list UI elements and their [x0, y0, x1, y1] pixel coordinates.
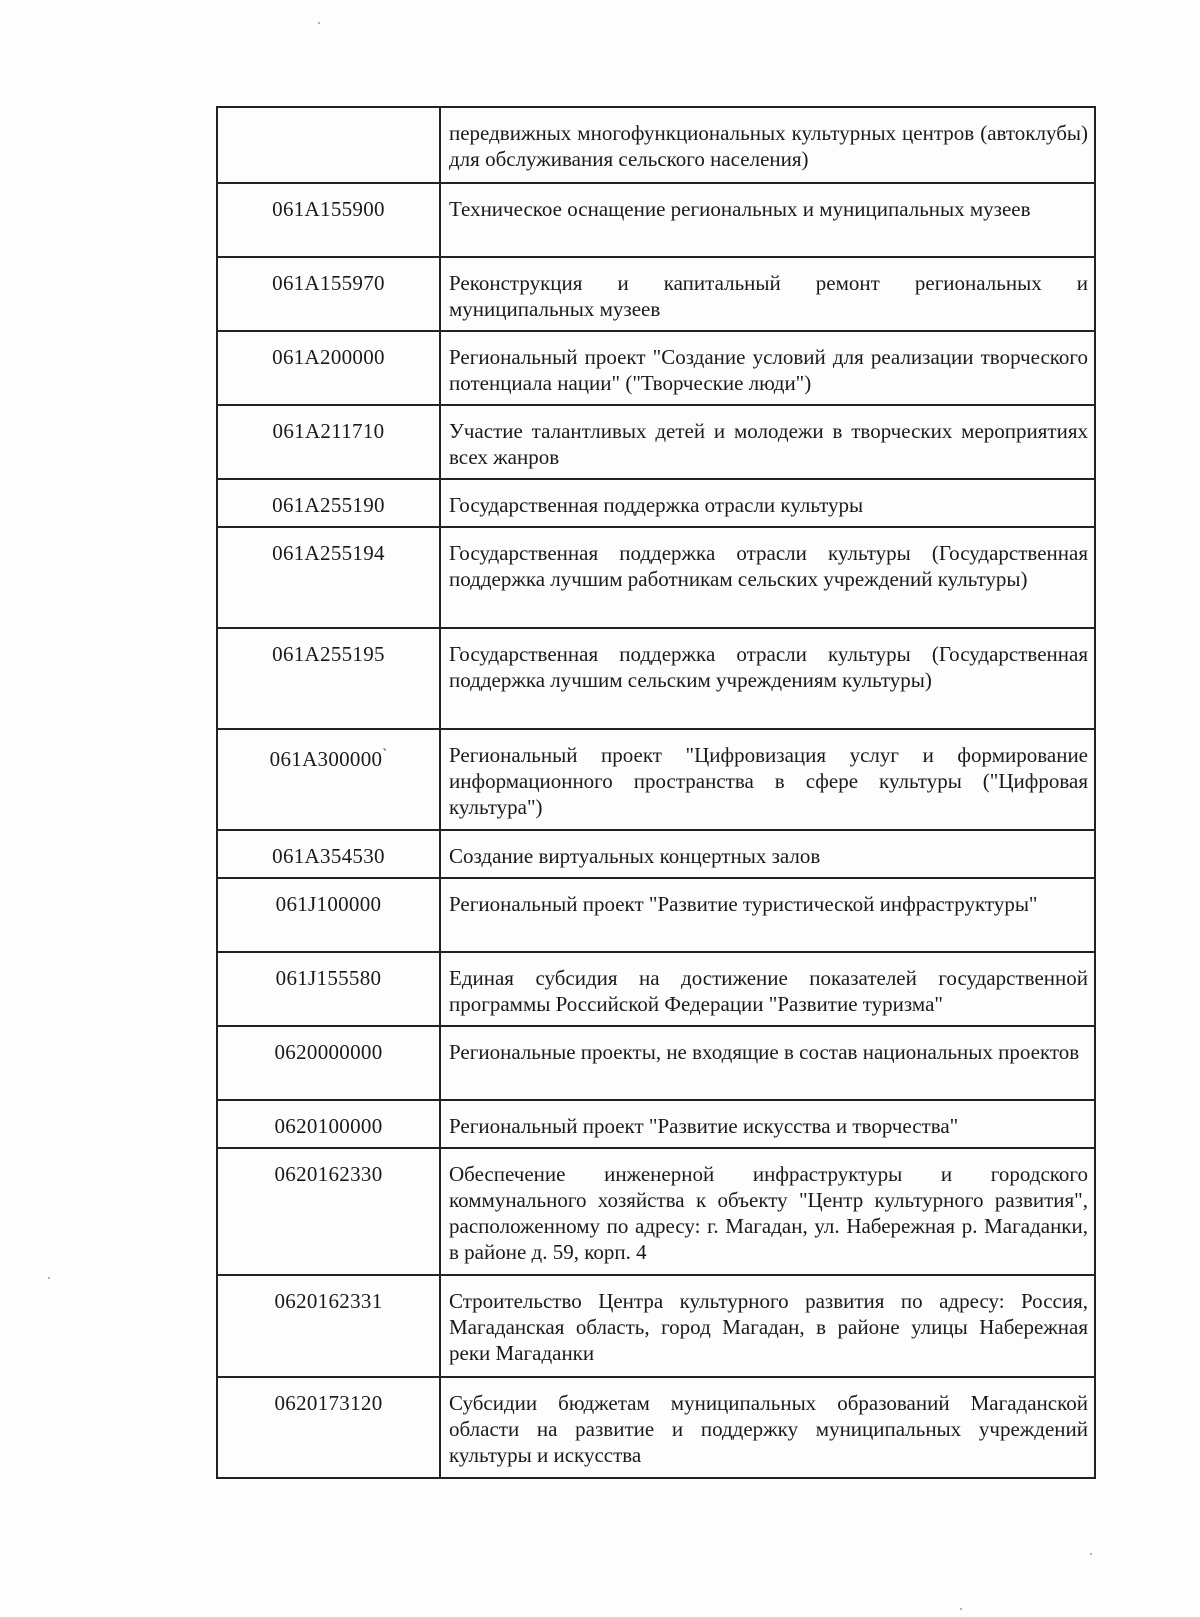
- row-code-cell: 061J100000: [217, 878, 440, 952]
- table-row: [217, 479, 1095, 527]
- row-code-cell: 061J155580: [217, 952, 440, 1026]
- row-code-text: 061A300000: [269, 747, 383, 771]
- scan-speck: [48, 1277, 50, 1279]
- table-row: [217, 1377, 1095, 1478]
- row-description-cell: Региональный проект "Развитие искусства и творчества": [440, 1100, 1095, 1148]
- row-code-cell: 061A255195: [217, 628, 440, 729]
- row-description-cell: Создание виртуальных концертных залов: [440, 830, 1095, 878]
- table-row: [217, 1026, 1095, 1100]
- row-description-cell: Реконструкция и капитальный ремонт региональных и муниципальных музеев: [440, 257, 1095, 331]
- row-description-cell: Региональный проект "Цифровизация услуг и формирование информационного пространства в сфере культуры ("Цифровая культура"): [440, 729, 1095, 830]
- table-row: [217, 952, 1095, 1026]
- row-code-cell: 0620100000: [217, 1100, 440, 1148]
- scan-speck: [318, 22, 320, 24]
- row-code-cell: 0620173120: [217, 1377, 440, 1478]
- row-description-cell: Государственная поддержка отрасли культуры (Государственная поддержка лучшим сельским учреждениям культуры): [440, 628, 1095, 729]
- table-row: [217, 183, 1095, 257]
- row-description-cell: Строительство Центра культурного развития по адресу: Россия, Магаданская область, город Магадан, в районе улицы Набережная реки Магаданки: [440, 1275, 1095, 1377]
- row-code-cell: 061A211710: [217, 405, 440, 479]
- row-description-cell: Субсидии бюджетам муниципальных образований Магаданской области на развитие и поддержку муниципальных учреждений культуры и искусства: [440, 1377, 1095, 1478]
- table-row: [217, 878, 1095, 952]
- row-code-cell: [217, 729, 440, 830]
- row-code-cell: [217, 107, 440, 183]
- row-code-cell: 0620000000: [217, 1026, 440, 1100]
- table-row: [217, 257, 1095, 331]
- table-row: [217, 1100, 1095, 1148]
- row-description-cell: Обеспечение инженерной инфраструктуры и городского коммунального хозяйства к объекту "Центр культурного развития", расположенному по адресу: г. Магадан, ул. Набережная р. Магаданки, в районе д. 59, корп. 4: [440, 1148, 1095, 1275]
- row-description-cell: передвижных многофункциональных культурных центров (автоклубы) для обслуживания сельского населения): [440, 107, 1095, 183]
- row-code-cell: 061A255190: [217, 479, 440, 527]
- row-description-cell: Техническое оснащение региональных и муниципальных музеев: [440, 183, 1095, 257]
- row-description-cell: Региональный проект "Развитие туристической инфраструктуры": [440, 878, 1095, 952]
- scan-speck: [1090, 1553, 1092, 1555]
- row-code-cell: 061A155970: [217, 257, 440, 331]
- row-description-cell: Единая субсидия на достижение показателей государственной программы Российской Федерации "Развитие туризма": [440, 952, 1095, 1026]
- table-row: [217, 830, 1095, 878]
- row-code-cell: 0620162330: [217, 1148, 440, 1275]
- row-description-cell: Участие талантливых детей и молодежи в творческих мероприятиях всех жанров: [440, 405, 1095, 479]
- scan-mark: `: [382, 747, 388, 762]
- row-description-cell: Государственная поддержка отрасли культуры: [440, 479, 1095, 527]
- row-code-cell: 0620162331: [217, 1275, 440, 1377]
- table-row: [217, 405, 1095, 479]
- table-row: [217, 527, 1095, 628]
- row-code-cell: 061A155900: [217, 183, 440, 257]
- table-row: [217, 729, 1095, 830]
- budget-classification-table: [216, 106, 1096, 1479]
- table-row: [217, 1275, 1095, 1377]
- table-row: [217, 1148, 1095, 1275]
- row-description-cell: Региональный проект "Создание условий для реализации творческого потенциала нации" ("Творческие люди"): [440, 331, 1095, 405]
- row-description-cell: Региональные проекты, не входящие в состав национальных проектов: [440, 1026, 1095, 1100]
- table-row: [217, 331, 1095, 405]
- row-code-cell: 061A354530: [217, 830, 440, 878]
- row-code-cell: 061A255194: [217, 527, 440, 628]
- table-row: [217, 628, 1095, 729]
- table-row: [217, 107, 1095, 183]
- scan-speck: [960, 1608, 962, 1610]
- row-code-cell: 061A200000: [217, 331, 440, 405]
- row-description-cell: Государственная поддержка отрасли культуры (Государственная поддержка лучшим работникам сельских учреждений культуры): [440, 527, 1095, 628]
